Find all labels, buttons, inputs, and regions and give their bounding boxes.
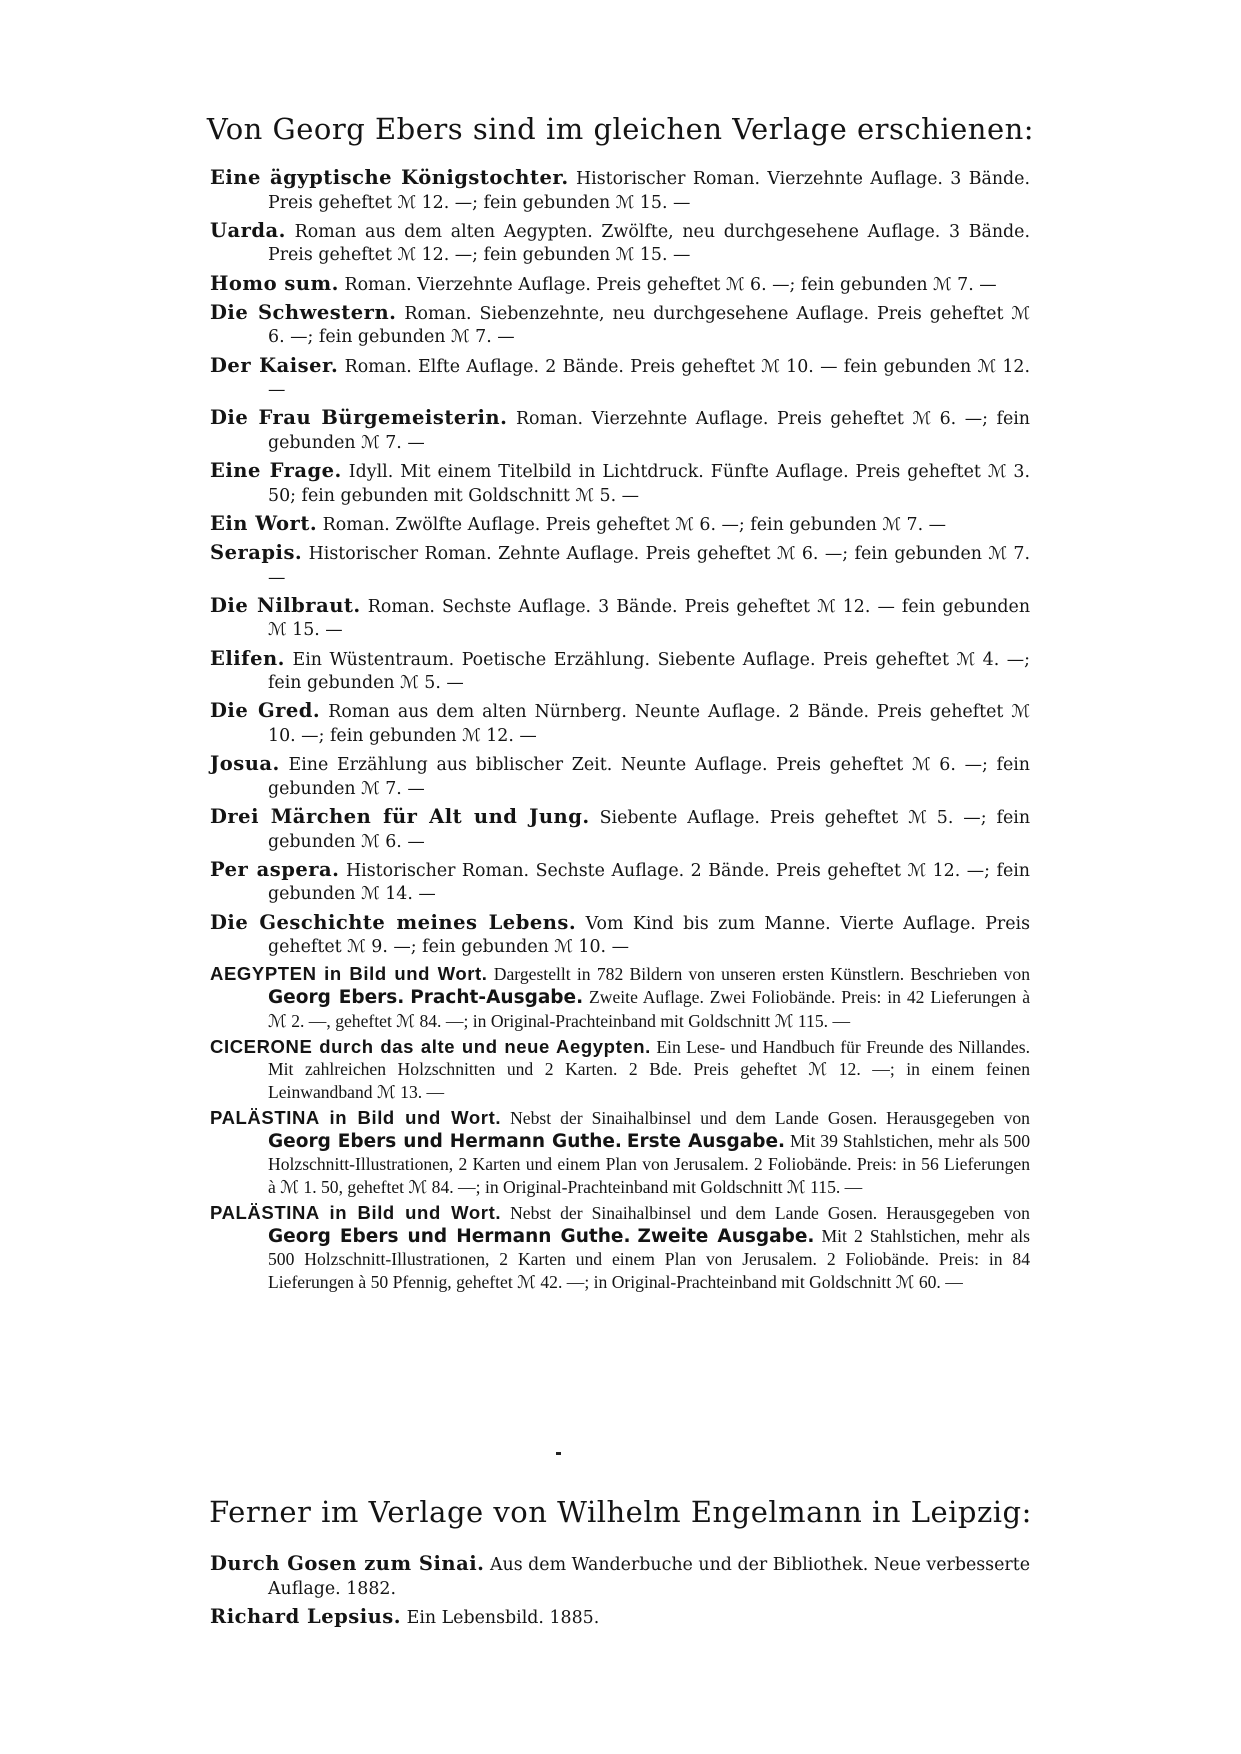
ebers-book-list (210, 166, 1030, 1297)
list-item: Die Frau Bürgemeisterin. Roman. Vierzehnte Auflage. Preis geheftet ℳ 6. —; fein gebunden ℳ 7. — (210, 406, 1031, 453)
section-heading-ebers: Von Georg Ebers sind im gleichen Verlage erschienen: (206, 112, 1035, 146)
list-item: Per aspera. Historischer Roman. Sechste Auflage. 2 Bände. Preis geheftet ℳ 12. —; fein gebunden ℳ 14. — (210, 857, 1030, 905)
list-item: Richard Lepsius. Ein Lebensbild. 1885. (210, 1604, 600, 1628)
section-heading-engelmann: Ferner im Verlage von Wilhelm Engelmann in Leipzig: (209, 1495, 1032, 1529)
list-item: Eine Frage. Idyll. Mit einem Titelbild in Lichtdruck. Fünfte Auflage. Preis geheftet ℳ 3. 50; fein gebunden mit Goldschnitt ℳ 5. — (210, 459, 1030, 506)
list-item: AEGYPTEN in Bild und Wort. Dargestellt in 782 Bildern von unseren ersten Künstlern. Beschrieben von Georg Ebers. Pracht-Ausgabe. Zweite Auflage. Zwei Foliobände. Preis: in 42 Lieferungen à ℳ 2. —, geheftet ℳ 84. —; in Original-Prachteinband mit Goldschnitt ℳ 115. — (210, 963, 1030, 1031)
engelmann-book-list (210, 1552, 1030, 1634)
list-item: PALÄSTINA in Bild und Wort. Nebst der Sinaihalbinsel und dem Lande Gosen. Herausgegeben von Georg Ebers und Hermann Guthe. Zweite Ausgabe. Mit 2 Stahlstichen, mehr als 500 Holzschnitt-Illustrationen, 2 Karten und einem Plan von Jerusalem. 2 Foliobände. Preis: in 84 Lieferungen à 50 Pfennig, geheftet ℳ 42. —; in Original-Prachteinband mit Goldschnitt ℳ 60. — (210, 1202, 1030, 1292)
list-item: Homo sum. Roman. Vierzehnte Auflage. Preis geheftet ℳ 6. —; fein gebunden ℳ 7. — (210, 271, 997, 295)
list-item: Durch Gosen zum Sinai. Aus dem Wanderbuche und der Bibliothek. Neue verbesserte Auflage. 1882. (210, 1552, 1030, 1599)
list-item: Die Gred. Roman aus dem alten Nürnberg. Neunte Auflage. 2 Bände. Preis geheftet ℳ 10. —; fein gebunden ℳ 12. — (210, 699, 1030, 746)
list-item: Eine ägyptische Königstochter. Historischer Roman. Vierzehnte Auflage. 3 Bände. Preis geheftet ℳ 12. —; fein gebunden ℳ 15. — (210, 166, 1030, 213)
list-item: Ein Wort. Roman. Zwölfte Auflage. Preis geheftet ℳ 6. —; fein gebunden ℳ 7. — (210, 511, 947, 535)
list-item: PALÄSTINA in Bild und Wort. Nebst der Sinaihalbinsel und dem Lande Gosen. Herausgegeben von Georg Ebers und Hermann Guthe. Erste Ausgabe. Mit 39 Stahlstichen, mehr als 500 Holzschnitt-Illustrationen, 2 Karten und einem Plan von Jerusalem. 2 Foliobände. Preis: in 56 Lieferungen à ℳ 1. 50, geheftet ℳ 84. —; in Original-Prachteinband mit Goldschnitt ℳ 115. — (210, 1107, 1031, 1197)
list-item: Uarda. Roman aus dem alten Aegypten. Zwölfte, neu durchgesehene Auflage. 3 Bände. Preis geheftet ℳ 12. —; fein gebunden ℳ 15. — (210, 218, 1030, 266)
list-item: Elifen. Ein Wüstentraum. Poetische Erzählung. Siebente Auflage. Preis geheftet ℳ 4. —; fein gebunden ℳ 5. — (210, 646, 1031, 694)
list-item: Die Geschichte meines Lebens. Vom Kind bis zum Manne. Vierte Auflage. Preis geheftet ℳ 9. —; fein gebunden ℳ 10. — (210, 910, 1030, 958)
list-item: Drei Märchen für Alt und Jung. Siebente Auflage. Preis geheftet ℳ 5. —; fein gebunden ℳ 6. — (210, 804, 1031, 852)
list-item: CICERONE durch das alte und neue Aegypten. Ein Lese- und Handbuch für Freunde des Nillandes. Mit zahlreichen Holzschnitten und 2 Karten. 2 Bde. Preis geheftet ℳ 12. —; in einem feinen Leinwandband ℳ 13. — (210, 1035, 1030, 1102)
list-item: Der Kaiser. Roman. Elfte Auflage. 2 Bände. Preis geheftet ℳ 10. — fein gebunden ℳ 12. — (210, 353, 1030, 401)
list-item: Die Nilbraut. Roman. Sechste Auflage. 3 Bände. Preis geheftet ℳ 12. — fein gebunden ℳ 15. — (210, 593, 1031, 641)
list-item: Die Schwestern. Roman. Siebenzehnte, neu durchgesehene Auflage. Preis geheftet ℳ 6. —; fein gebunden ℳ 7. — (210, 300, 1030, 348)
list-item: Serapis. Historischer Roman. Zehnte Auflage. Preis geheftet ℳ 6. —; fein gebunden ℳ 7. — (210, 541, 1031, 588)
divider-dot (556, 1452, 561, 1455)
list-item: Josua. Eine Erzählung aus biblischer Zeit. Neunte Auflage. Preis geheftet ℳ 6. —; fein gebunden ℳ 7. — (210, 752, 1031, 799)
